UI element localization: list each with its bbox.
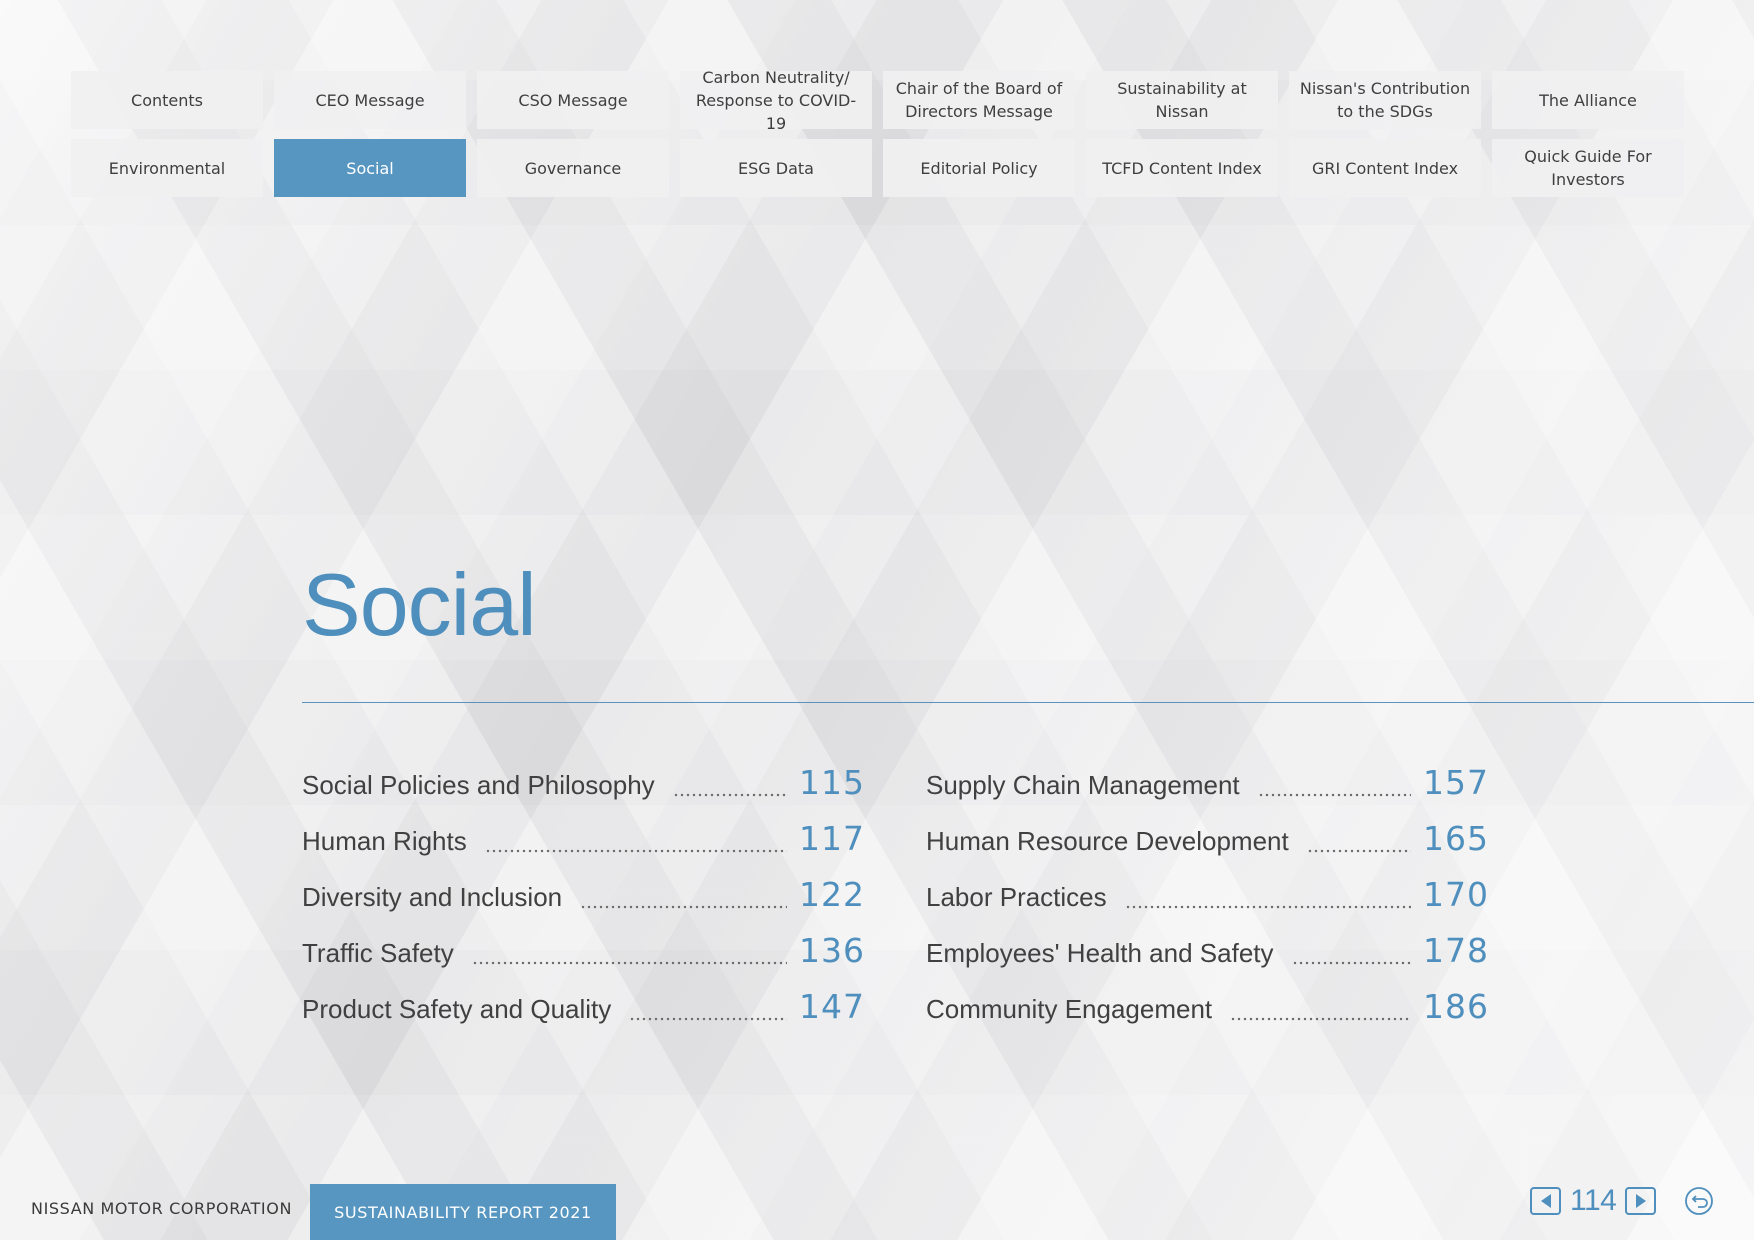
toc-item[interactable] [926, 931, 1501, 987]
toc-leader-dots [1125, 905, 1411, 909]
nav-sdgs-contribution[interactable]: Nissan's Contribution to the SDGs [1289, 71, 1481, 129]
toc-item-label: Diversity and Inclusion [302, 882, 563, 912]
toc-item-page: 178 [1423, 931, 1489, 970]
toc-item[interactable] [926, 875, 1501, 931]
nav-carbon-neutrality[interactable]: Carbon Neutrality/ Response to COVID-19 [680, 71, 872, 129]
toc-item-page: 122 [799, 875, 865, 914]
next-page-button[interactable] [1625, 1187, 1656, 1215]
nav-editorial-policy[interactable]: Editorial Policy [883, 139, 1075, 197]
toc-leader-dots [1230, 1017, 1411, 1021]
toc-left-column [302, 763, 877, 1043]
toc-item[interactable] [926, 987, 1501, 1043]
toc-item-label: Human Resource Development [926, 826, 1289, 856]
toc-item-page: 147 [799, 987, 865, 1026]
toc-leader-dots [1292, 961, 1412, 965]
triangle-left-icon [1539, 1193, 1553, 1209]
nav-tcfd-index[interactable]: TCFD Content Index [1086, 139, 1278, 197]
toc-item-page: 165 [1423, 819, 1489, 858]
nav-chair-message[interactable]: Chair of the Board of Directors Message [883, 71, 1075, 129]
toc-item-page: 115 [799, 763, 865, 802]
page-navigator [1530, 1186, 1656, 1216]
toc-item-label: Labor Practices [926, 882, 1107, 912]
nav-ceo-message[interactable]: CEO Message [274, 71, 466, 129]
nav-quick-guide[interactable]: Quick Guide For Investors [1492, 139, 1684, 197]
nav-gri-index[interactable]: GRI Content Index [1289, 139, 1481, 197]
return-arrow-icon [1684, 1186, 1714, 1216]
toc-item-label: Supply Chain Management [926, 770, 1240, 800]
toc-item-page: 170 [1423, 875, 1489, 914]
toc-leader-dots [472, 961, 787, 965]
toc-item[interactable] [302, 763, 877, 819]
toc-item-label: Community Engagement [926, 994, 1213, 1024]
nav-esg-data[interactable]: ESG Data [680, 139, 872, 197]
toc-item[interactable] [302, 931, 877, 987]
toc-leader-dots [485, 849, 787, 853]
toc-item[interactable] [926, 819, 1501, 875]
toc-item-label: Employees' Health and Safety [926, 938, 1274, 968]
toc-item-label: Product Safety and Quality [302, 994, 612, 1024]
nav-cso-message[interactable]: CSO Message [477, 71, 669, 129]
toc-right-column [926, 763, 1501, 1043]
toc-leader-dots [673, 793, 787, 797]
page-number: 114 [1570, 1184, 1617, 1217]
toc-item[interactable] [302, 875, 877, 931]
toc-leader-dots [629, 1017, 787, 1021]
prev-page-button[interactable] [1530, 1187, 1561, 1215]
footer-report-title: SUSTAINABILITY REPORT 2021 [310, 1184, 616, 1240]
toc-leader-dots [580, 905, 787, 909]
nav-governance[interactable]: Governance [477, 139, 669, 197]
triangle-right-icon [1634, 1193, 1648, 1209]
toc-leader-dots [1258, 793, 1411, 797]
footer-company-name: NISSAN MOTOR CORPORATION [31, 1199, 293, 1218]
toc-item-page: 186 [1423, 987, 1489, 1026]
toc-item[interactable] [302, 819, 877, 875]
toc-item[interactable] [926, 763, 1501, 819]
toc-item-page: 136 [799, 931, 865, 970]
top-navigation [71, 67, 1683, 197]
toc-item-label: Traffic Safety [302, 938, 454, 968]
toc-leader-dots [1307, 849, 1411, 853]
back-button[interactable] [1684, 1186, 1714, 1216]
nav-social[interactable]: Social [274, 139, 466, 197]
title-divider [302, 702, 1754, 703]
toc-item-label: Social Policies and Philosophy [302, 770, 655, 800]
toc-item-page: 157 [1423, 763, 1489, 802]
nav-sustainability-at-nissan[interactable]: Sustainability at Nissan [1086, 71, 1278, 129]
nav-contents[interactable]: Contents [71, 71, 263, 129]
nav-environmental[interactable]: Environmental [71, 139, 263, 197]
toc-item-page: 117 [799, 819, 865, 858]
nav-the-alliance[interactable]: The Alliance [1492, 71, 1684, 129]
toc-item-label: Human Rights [302, 826, 467, 856]
page-title: Social [302, 555, 536, 654]
toc-item[interactable] [302, 987, 877, 1043]
